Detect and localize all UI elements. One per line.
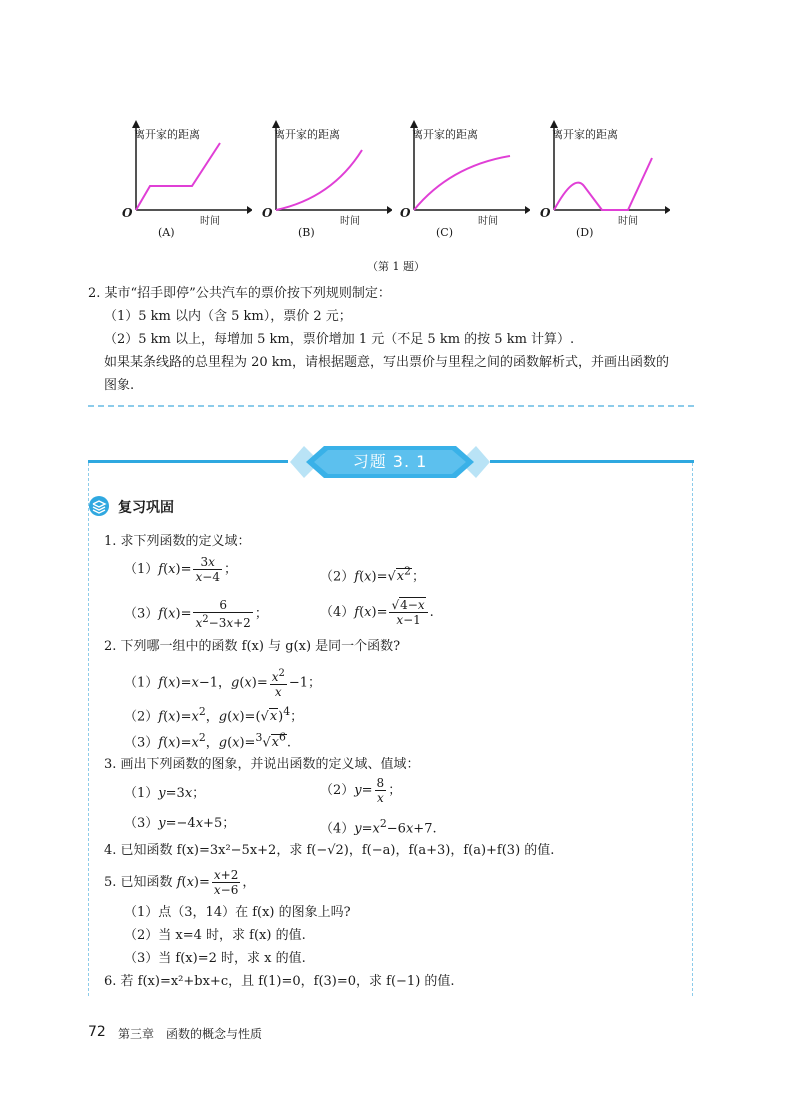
- exercise3-part2: （2）y= $\frac{8}{x}$ ；: [320, 776, 402, 805]
- section-divider: [88, 405, 694, 407]
- problem2-ask-line1: 如果某条线路的总里程为 20 km，请根据题意，写出票价与里程之间的函数解析式，并画出函数的: [104, 355, 670, 370]
- exercise2-part2: $(2)f(x)=x^2$，$g(x)=(√x)^4$；: [124, 705, 304, 725]
- graph-b: [262, 118, 392, 248]
- banner-title: 习题 3. 1: [352, 452, 428, 471]
- exercise1-part1: （1）f(x)= $\frac{3x}{x-4}$ ；: [124, 555, 237, 584]
- exercise4: 4. 已知函数 f(x)=3x²−5x+2，求 f(−√2)，f(−a)，f(a+3)，f(a)+f(3) 的值.: [104, 843, 555, 858]
- problem2-stem: 2. 某市“招手即停”公共汽车的票价按下列规则制定：: [88, 286, 391, 301]
- panel-label-c: (C): [436, 226, 453, 239]
- x-axis-label: 时间: [618, 216, 638, 227]
- exercise3-stem: 3. 画出下列函数的图象，并说出函数的定义域、值域：: [104, 757, 420, 772]
- page-number: 72: [88, 1024, 106, 1040]
- exercise1-part4: （4）f(x)= $\frac{√4-x}{x-1}$ .: [320, 598, 434, 627]
- exercise6: 6. 若 f(x)=x²+bx+c，且 f(1)=0，f(3)=0，求 f(−1) 的值.: [104, 974, 455, 989]
- exercise3-part3: （3）y=−4x+5；: [124, 816, 236, 831]
- exercise1-part3: （3）f(x)= $\frac{6}{x^2-3x+2}$ ；: [124, 598, 268, 630]
- section-title: 复习巩固: [118, 500, 174, 516]
- chapter-title: 第三章 函数的概念与性质: [118, 1027, 263, 1041]
- panel-label-b: (B): [298, 226, 315, 239]
- problem2-ask-line2: 图象.: [104, 378, 135, 393]
- figure-caption: （第 1 题）: [367, 260, 425, 273]
- y-axis-label: 离开家的距离: [552, 128, 618, 141]
- exercise5-part2: （2）当 x=4 时，求 f(x) 的值.: [124, 928, 306, 943]
- exercise5-part3: （3）当 f(x)=2 时，求 x 的值.: [124, 951, 306, 966]
- y-axis-label: 离开家的距离: [134, 128, 200, 141]
- exercise5-stem: 5. 已知函数 f(x)= $\frac{x+2}{x-6}$ ，: [104, 868, 256, 897]
- exercise1-part2: $(2)f(x)=√x^2$；: [320, 565, 426, 585]
- graph-a: [122, 118, 252, 248]
- origin-label: O: [262, 206, 273, 220]
- origin-label: O: [400, 206, 411, 220]
- exercise3-part4: $(4)y=x^2-6x+7$.: [320, 817, 437, 837]
- panel-label-a: (A): [158, 226, 175, 239]
- exercise2-part3: $(3)f(x)=x^2$，$g(x)=^3√x^6$.: [124, 731, 292, 751]
- graph-d: [540, 118, 670, 248]
- exercise2-part1: （1）f(x)=x−1，g(x)= $\frac{x^2}{x}$ −1；: [124, 668, 322, 699]
- x-axis-label: 时间: [200, 216, 220, 227]
- panel-label-d: (D): [576, 226, 594, 239]
- y-axis-label: 离开家的距离: [412, 128, 478, 141]
- frame-left-dashed: [88, 463, 89, 996]
- problem2-rule2: （2）5 km 以上，每增加 5 km，票价增加 1 元（不足 5 km 的按 5 km 计算）.: [104, 332, 575, 347]
- stack-icon: [88, 495, 110, 517]
- y-axis-label: 离开家的距离: [274, 128, 340, 141]
- graph-c: [400, 118, 530, 248]
- x-axis-label: 时间: [478, 216, 498, 227]
- origin-label: O: [122, 206, 133, 220]
- banner-line-right: [490, 460, 694, 463]
- exercise-banner: [290, 444, 490, 480]
- x-axis-label: 时间: [340, 216, 360, 227]
- exercise5-stem-text: 5. 已知函数: [104, 875, 173, 890]
- frame-right-dashed: [692, 463, 693, 996]
- exercise3-part1: （1）y=3x；: [124, 786, 206, 801]
- exercise2-stem: 2. 下列哪一组中的函数 f(x) 与 g(x) 是同一个函数?: [104, 639, 401, 654]
- problem2-rule1: （1）5 km 以内（含 5 km），票价 2 元；: [104, 309, 352, 324]
- exercise5-part1: （1）点（3，14）在 f(x) 的图象上吗?: [124, 905, 351, 920]
- banner-line-left: [88, 460, 288, 463]
- exercise1-stem: 1. 求下列函数的定义域：: [104, 534, 251, 549]
- origin-label: O: [540, 206, 551, 220]
